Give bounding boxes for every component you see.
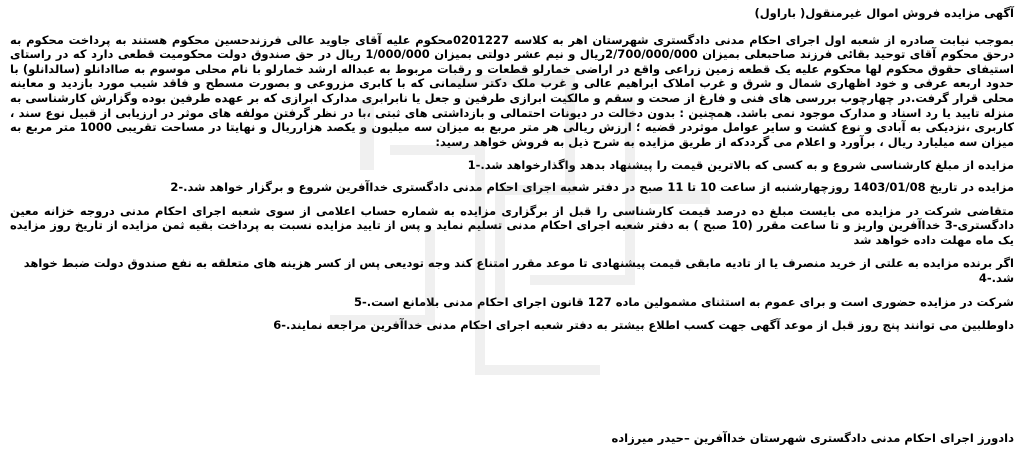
notice-title: آگهی مزایده فروش اموال غیرمنقول( باراول) — [754, 6, 1014, 20]
notice-item-1: مزایده از مبلغ کارشناسی شروع و به کسی که بالاترین قیمت را پیشنهاد بدهد واگذارخواهد شد.-1 — [467, 158, 1014, 173]
notice-item-6: داوطلبین می توانند پنج روز قبل از موعد آگهی جهت کسب اطلاع بیشتر به دفتر شعبه اجرای احکام مدنی خداآفرین مراجعه نمایند.-6 — [273, 318, 1014, 333]
notice-intro: بموجب نیابت صادره از شعبه اول اجرای احکام مدنی دادگستری شهرستان اهر به کلاسه 0201227محکوم علیه آقای جاوید عالی فرزندحسین محکوم هستند به پرداخت محکوم به درحق محکوم آقای توحید بقائی فرزند صاحبعلی بمیزان 2/700/000/000ریال و نیم عشر دولتی بمیزان 1/000/000 ریال در حق صندوق دولت محکومیت قطعی دارد که در راستای استیفای حقوق محکوم لها محکوم علیه یک قطعه زمین زراعی واقع در اراضی خمارلو قطعات و رقبات مربوط به عبداله ارشد خمارلو با نام محلی موسوم به صاادانلو (سالدانلو) با حدود اربعه عرفی و خود اظهاری شمال و شرق و غرب املاک ابراهیم عالی و غرب ملک دکتر سلیمانی که با کابری مزروعی و بصورت مسطح و فاقد شیب مورد بازدید و معاینه محلی قرار گرفت.در چهارچوب بررسی های فنی و فارغ از صحت و سقم و مالکیت ابرازی طرفین و جعل یا نابرابری مدارک ابرازی که بر عهده طرفین بوده وگزارش کارشناسی به منزله تایید یا رد اسناد و مدارک موجود نمی باشد. همچنین : بدون دخالت در دیونات احتمالی و بازداشتی های ثبتی ،با در نظر گرفتن مولفه های موثر در ارزیابی از قبیل نوع سند ، کاربری ،نزدیکی به آبادی و نوع کشت و سایر عوامل موثردر قضیه ؛ ارزش ریالی هر متر مربع به میزان سه میلیون و یکصد هزارریال و نهایتا در مساحت تقریبی 1000 متر مربع به میزان سه میلیارد ریال ، برآورد و اعلام می گرددکه از طریق مزایده به شرح ذیل به فروش خواهد رسید: — [10, 32, 1015, 149]
notice-item-3: متقاضی شرکت در مزایده می بایست مبلغ ده درصد قیمت کارشناسی را قبل از برگزاری مزایده به شماره حساب اعلامی از سوی شعبه اجرای احکام مدنی دروجه خزانه معین دادگستری-3 خداآفرین واریز و تا ساعت مقرر (10 صبح ) به دفتر شعبه اجرای احکام مدنی تسلیم نماید و پس از تایید مزایده نسبت به پرداخت بقیه ثمن مزایده از تاریخ روز مزایده یک ماه مهلت داده خواهد شد — [10, 203, 1014, 247]
notice-item-4: اگر برنده مزایده به علتی از خرید منصرف یا از تادیه مابقی قیمت پیشنهادی تا موعد مقرر امتناع کند وجه تودیعی پس از کسر هزینه های متعلقه به نفع صندوق دولت ضبط خواهد شد.-4 — [23, 256, 1014, 285]
notice-item-2: مزایده در تاریخ 1403/01/08 روزچهارشنبه از ساعت 10 تا 11 صبح در دفتر شعبه اجرای احکام مدنی دادگستری خداآفرین شروع و برگزار خواهد شد.-2 — [170, 179, 1014, 194]
notice-item-5: شرکت در مزایده حضوری است و برای عموم به استثنای مشمولین ماده 127 قانون اجرای احکام مدنی بلامانع است.-5 — [353, 294, 1014, 309]
notice-signature: دادورز اجرای احکام مدنی دادگستری شهرستان خداآفرین –حیدر میرزاده — [611, 430, 1014, 445]
